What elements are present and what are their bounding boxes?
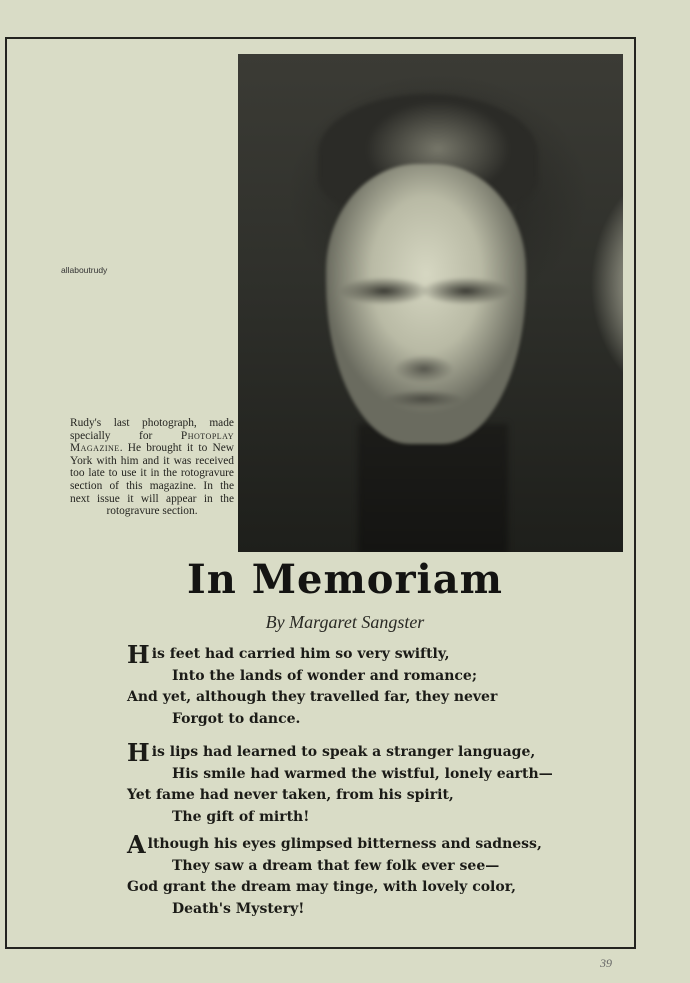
caption-part1: Rudy's last photograph, made specially for [70,417,234,442]
drop-cap: H [127,738,150,767]
poem-line: Death's Mystery! [172,900,305,917]
stanza-2 [127,738,567,830]
poem-line: Forgot to dance. [172,710,301,727]
stanza-3 [127,830,567,922]
poem-line [127,640,567,669]
poem-title: In Memoriam [187,556,503,603]
page-number: 39 [600,956,612,970]
caption-magazine: Photoplay Magazine [70,429,234,455]
watermark: allaboutrudy [61,265,108,275]
stanza-1 [127,640,567,732]
drop-cap: H [127,640,150,669]
poem-line: They saw a dream that few folk ever see— [172,857,500,874]
poem-line: And yet, although they travelled far, they never [127,689,498,705]
poem-line: His smile had warmed the wistful, lonely earth— [172,765,553,782]
poem-byline: By Margaret Sangster [265,612,425,632]
line-text: lthough his eyes glimpsed bitterness and sadness, [147,836,542,852]
poem-line: God grant the dream may tinge, with lovely color, [127,879,516,895]
poem-line: Yet fame had never taken, from his spirit, [127,787,454,803]
portrait-photo [238,54,623,552]
line-text: is feet had carried him so very swiftly, [151,646,450,662]
photo-face [326,164,526,444]
drop-cap: A [127,830,146,859]
poem-line [127,830,567,859]
poem-line: Into the lands of wonder and romance; [172,667,477,684]
poem-line: The gift of mirth! [172,808,310,825]
caption-part2: . He brought it to New York with him and it was received too late to use it in the rotogravure section of this magazine. In the next issue it will appear in the rotogravure section. [70,442,234,518]
line-text: is lips had learned to speak a stranger language, [151,744,536,760]
photo-caption [70,417,234,518]
poem-line [127,738,567,767]
